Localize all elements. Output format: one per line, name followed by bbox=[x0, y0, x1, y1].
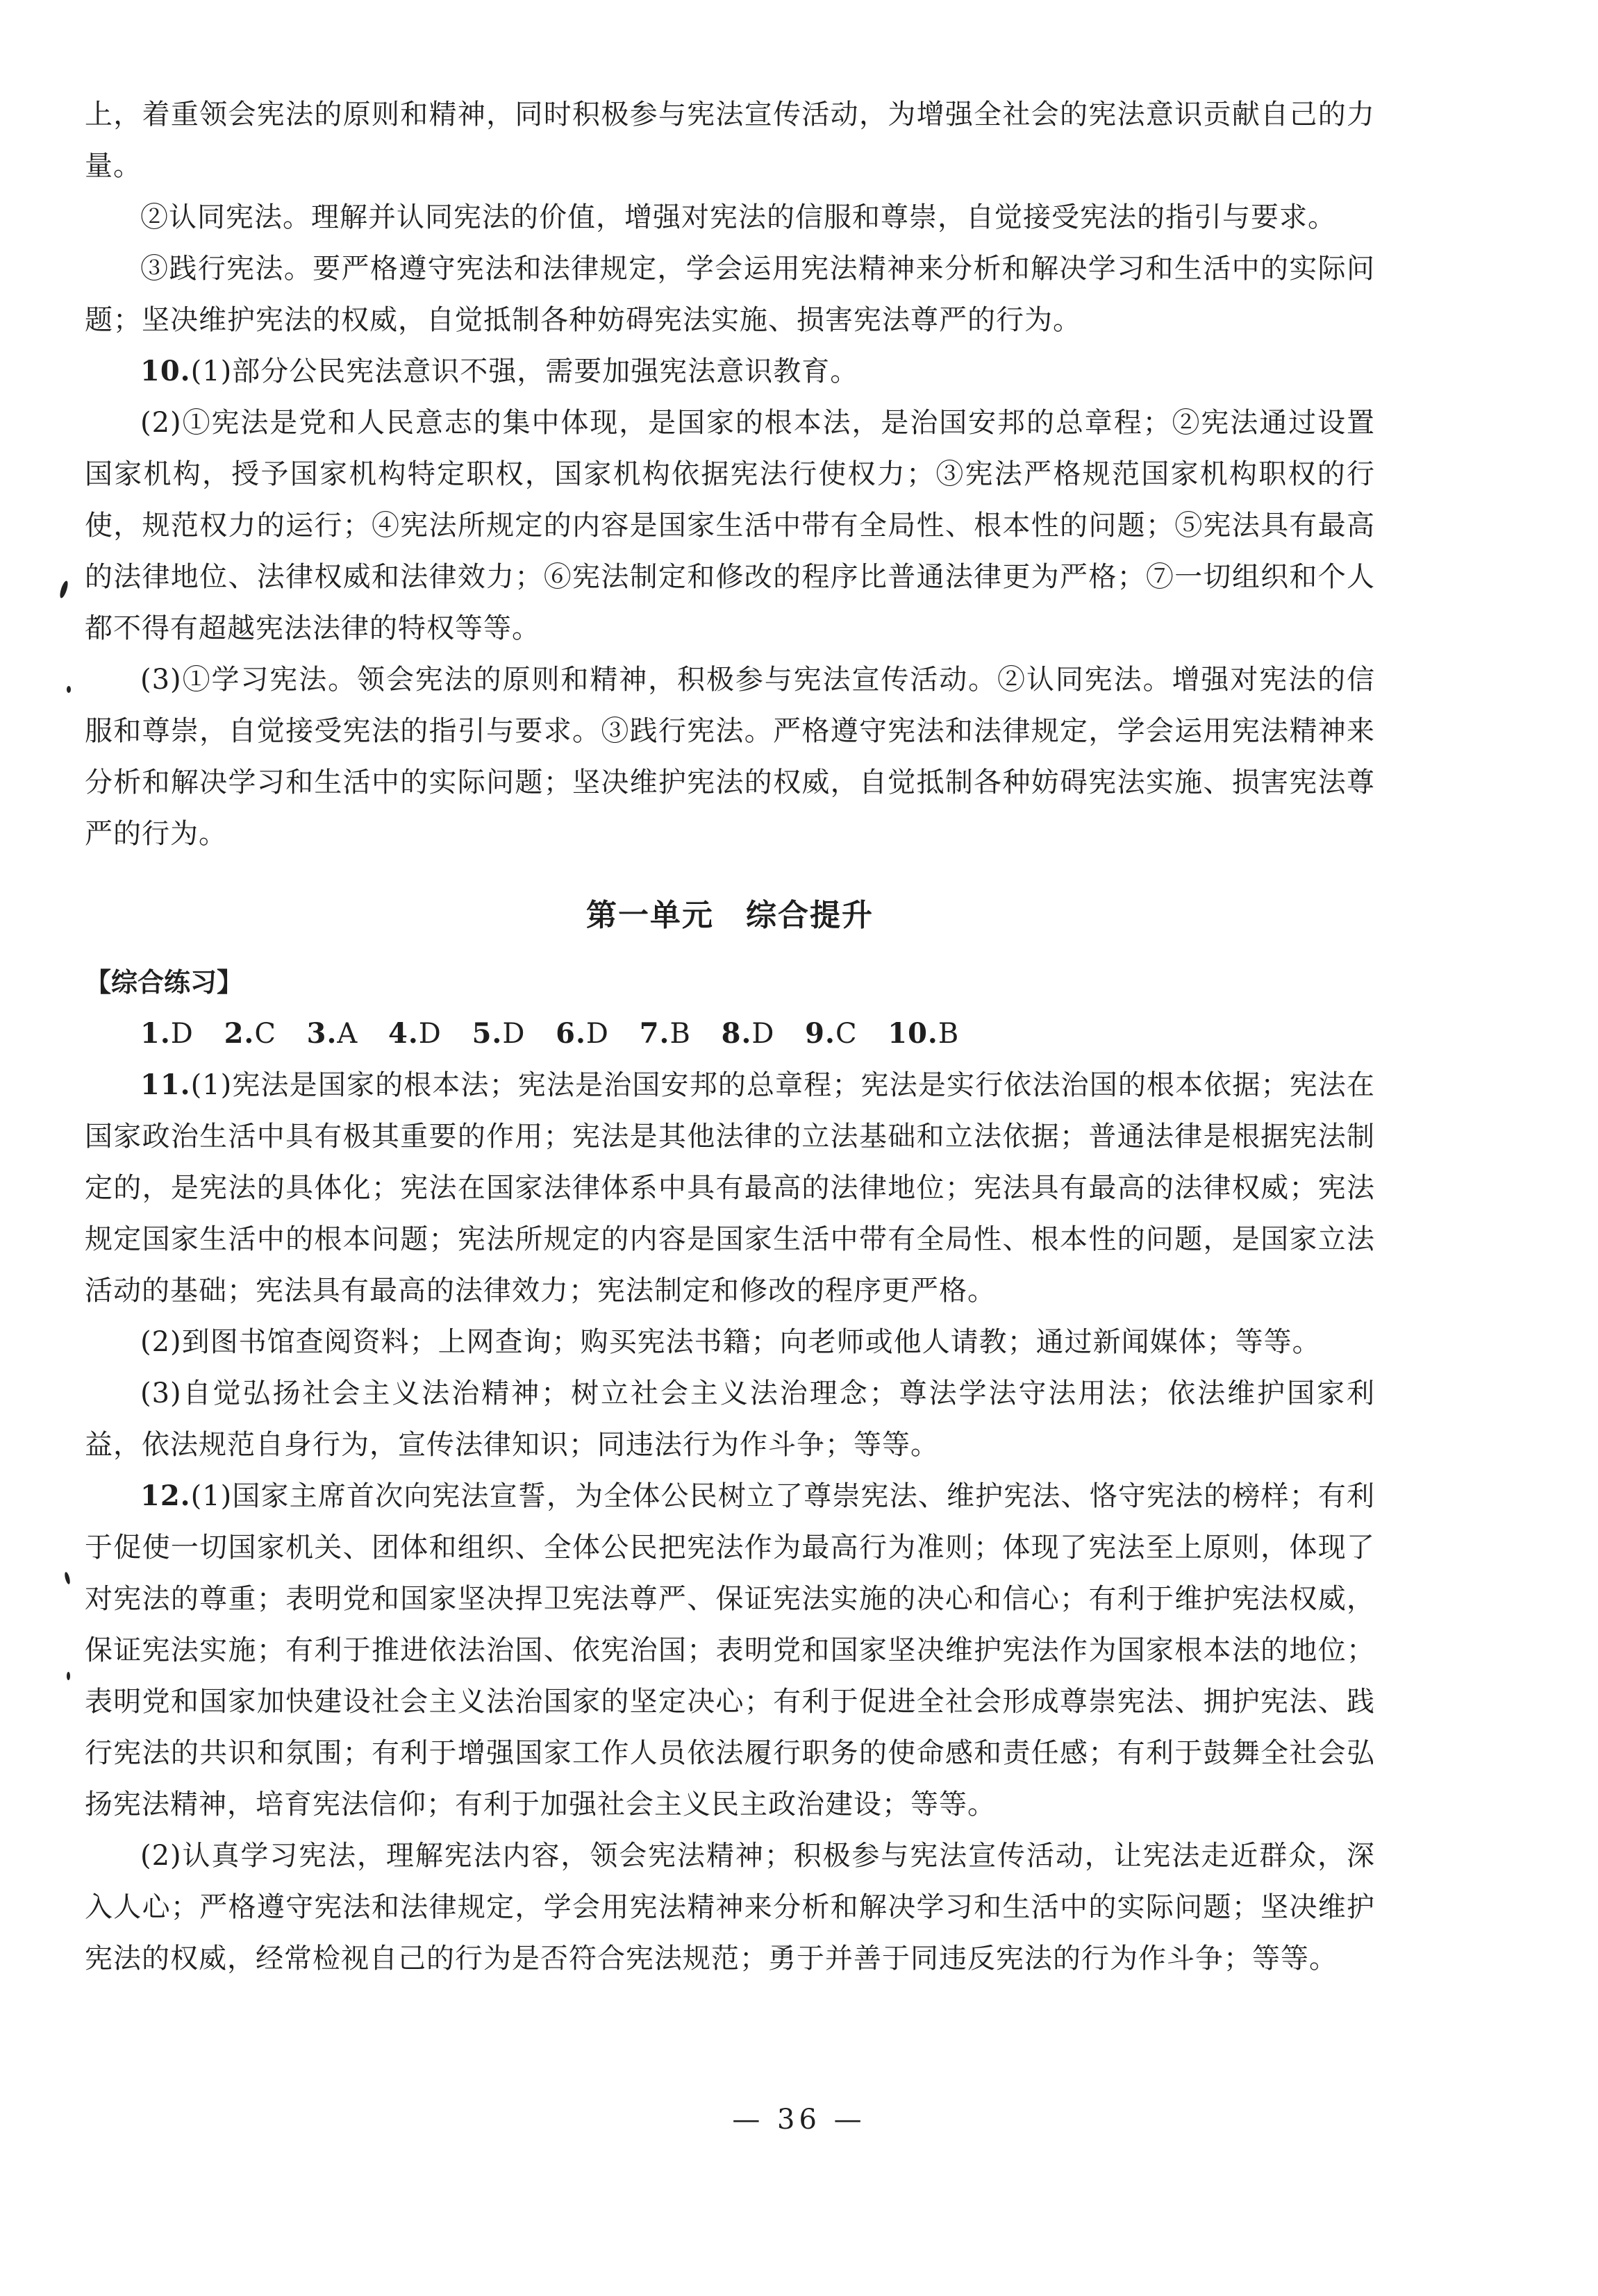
page-number: — 36 — bbox=[732, 2104, 866, 2136]
answer-item: 7.B bbox=[639, 1017, 691, 1050]
answer-text: (1)宪法是国家的根本法；宪法是治国安邦的总章程；宪法是实行依法治国的根本依据；宪法在国家政治生活中具有极其重要的作用；宪法是其他法律的立法基础和立法依据；普通法律是根据宪法制定的，是宪法的具体化；宪法在国家法律体系中具有最高的法律地位；宪法具有最高的法律权威；宪法规定国家生活中的根本问题；宪法所规定的内容是国家生活中带有全局性、根本性的问题，是国家立法活动的基础；宪法具有最高的法律效力；宪法制定和修改的程序更严格。 bbox=[85, 1069, 1375, 1307]
section-label: 【综合练习】 bbox=[85, 967, 244, 998]
question-number: 11. bbox=[140, 1069, 191, 1101]
paragraph-continuation: 上，着重领会宪法的原则和精神，同时积极参与宪法宣传活动，为增强全社会的宪法意识贡献自己的力量。 bbox=[85, 99, 1375, 182]
question-number: 10. bbox=[140, 355, 191, 387]
question-12-part-2: (2)认真学习宪法，理解宪法内容，领会宪法精神；积极参与宪法宣传活动，让宪法走近群众，深入人心；严格遵守宪法和法律规定，学会用宪法精神来分析和解决学习和生活中的实际问题；坚决维护宪法的权威，经常检视自己的行为是否符合宪法规范；勇于并善于同违反宪法的行为作斗争；等等。 bbox=[85, 1840, 1375, 1975]
question-12-part-1 bbox=[85, 1470, 1375, 1830]
question-11-part-2: (2)到图书馆查阅资料；上网查询；购买宪法书籍；向老师或他人请教；通过新闻媒体；等等。 bbox=[140, 1326, 1321, 1358]
stray-mark bbox=[64, 1572, 71, 1585]
answer-item: 9.C bbox=[805, 1017, 858, 1050]
answer-item: 10.B bbox=[888, 1017, 960, 1050]
unit-title: 第一单元 综合提升 bbox=[586, 898, 874, 933]
answer-item: 8.D bbox=[721, 1017, 775, 1050]
answer-item: 1.D bbox=[140, 1017, 194, 1050]
stray-mark bbox=[67, 1672, 70, 1680]
stray-mark bbox=[67, 686, 71, 693]
multiple-choice-answers bbox=[85, 1008, 1375, 1059]
answer-item: 4.D bbox=[388, 1017, 442, 1050]
answer-item: 3.A bbox=[306, 1017, 358, 1050]
question-10-part-3: (3)①学习宪法。领会宪法的原则和精神，积极参与宪法宣传活动。②认同宪法。增强对宪法的信服和尊崇，自觉接受宪法的指引与要求。③践行宪法。严格遵守宪法和法律规定，学会运用宪法精神来分析和解决学习和生活中的实际问题；坚决维护宪法的权威，自觉抵制各种妨碍宪法实施、损害宪法尊严的行为。 bbox=[85, 664, 1375, 850]
question-11-part-1 bbox=[85, 1059, 1375, 1316]
question-10-part-1 bbox=[85, 346, 1375, 397]
answer-text: (1)部分公民宪法意识不强，需要加强宪法意识教育。 bbox=[190, 355, 859, 387]
stray-mark bbox=[58, 580, 69, 598]
question-11-part-3: (3)自觉弘扬社会主义法治精神；树立社会主义法治理念；尊法学法守法用法；依法维护国家利益，依法规范自身行为，宣传法律知识；同违法行为作斗争；等等。 bbox=[85, 1377, 1375, 1461]
question-10-part-2: (2)①宪法是党和人民意志的集中体现，是国家的根本法，是治国安邦的总章程；②宪法通过设置国家机构，授予国家机构特定职权，国家机构依据宪法行使权力；③宪法严格规范国家机构职权的行使，规范权力的运行；④宪法所规定的内容是国家生活中带有全局性、根本性的问题；⑤宪法具有最高的法律地位、法律权威和法律效力；⑥宪法制定和修改的程序比普通法律更为严格；⑦一切组织和个人都不得有超越宪法法律的特权等等。 bbox=[85, 407, 1375, 644]
answer-item: 5.D bbox=[472, 1017, 526, 1050]
question-number: 12. bbox=[140, 1480, 191, 1512]
answer-text: (1)国家主席首次向宪法宣誓，为全体公民树立了尊崇宪法、维护宪法、恪守宪法的榜样；有利于促使一切国家机关、团体和组织、全体公民把宪法作为最高行为准则；体现了宪法至上原则，体现了对宪法的尊重；表明党和国家坚决捍卫宪法尊严、保证宪法实施的决心和信心；有利于维护宪法权威，保证宪法实施；有利于推进依法治国、依宪治国；表明党和国家坚决维护宪法作为国家根本法的地位；表明党和国家加快建设社会主义法治国家的坚定决心；有利于促进全社会形成尊崇宪法、拥护宪法、践行宪法的共识和氛围；有利于增强国家工作人员依法履行职务的使命感和责任感；有利于鼓舞全社会弘扬宪法精神，培育宪法信仰；有利于加强社会主义民主政治建设；等等。 bbox=[85, 1480, 1375, 1820]
paragraph-practice-constitution: ③践行宪法。要严格遵守宪法和法律规定，学会运用宪法精神来分析和解决学习和生活中的实际问题；坚决维护宪法的权威，自觉抵制各种妨碍宪法实施、损害宪法尊严的行为。 bbox=[85, 253, 1375, 336]
paragraph-recognize-constitution: ②认同宪法。理解并认同宪法的价值，增强对宪法的信服和尊崇，自觉接受宪法的指引与要求。 bbox=[140, 201, 1336, 233]
page-content bbox=[85, 89, 1375, 1984]
answer-item: 6.D bbox=[556, 1017, 609, 1050]
answer-item: 2.C bbox=[224, 1017, 276, 1050]
